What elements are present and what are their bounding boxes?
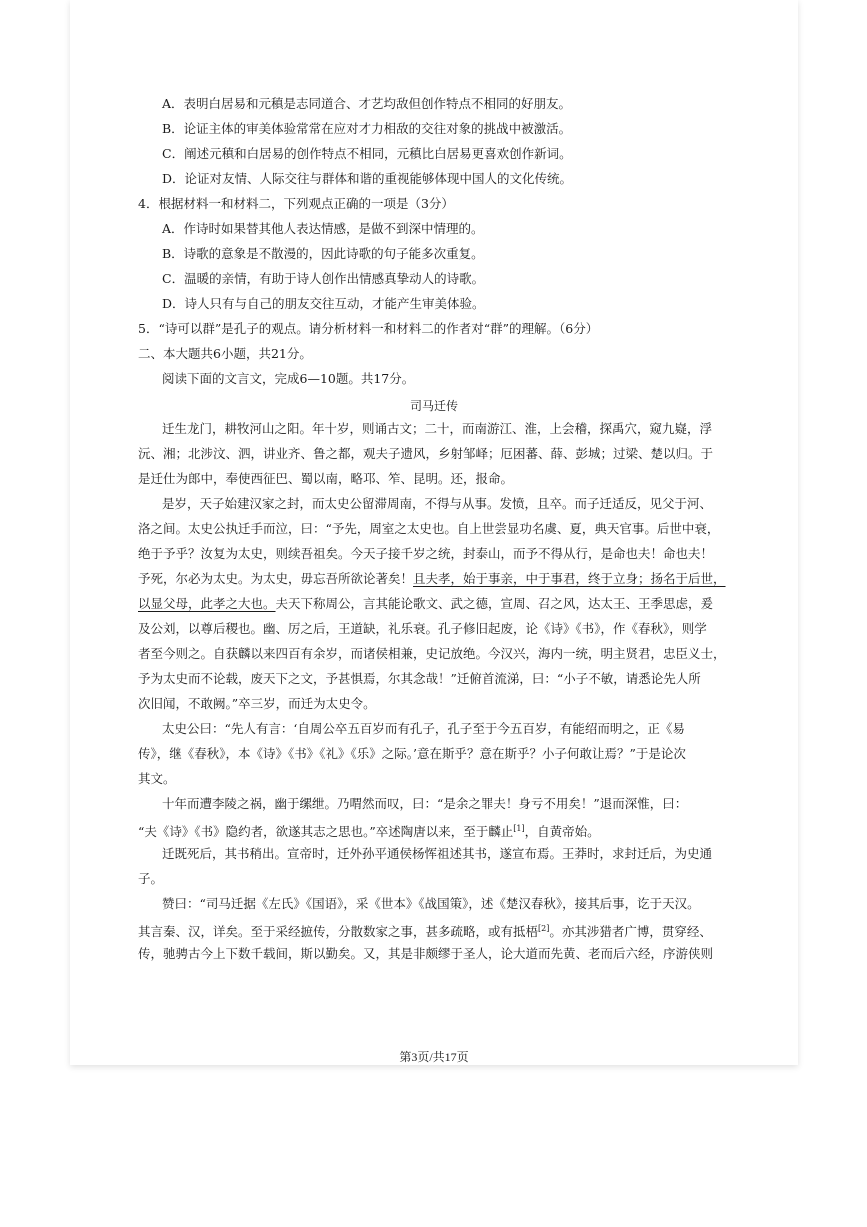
passage-line — [138, 821, 600, 840]
passage-line: 十年而遭李陵之祸，幽于缧绁。乃喟然而叹，曰：“是余之罪夫！身亏不用矣！”退而深惟，曰： — [162, 796, 688, 811]
passage-line — [138, 921, 712, 940]
passage-line: 传，驰骋古今上下数千载间，斯以勤矣。又，其是非颇缪于圣人，论大道而先黄、老而后六经，序游侠则 — [138, 946, 714, 961]
q4-option-b: B．诗歌的意象是不散漫的，因此诗歌的句子能多次重复。 — [162, 246, 484, 261]
passage-title: 司马迁传 — [409, 399, 458, 413]
q3-option-d: D．论证对友情、人际交往与群体和谐的重视能够体现中国人的文化传统。 — [162, 171, 573, 186]
passage-text: 予死，尔必为太史。为太史，毋忘吾所欲论著矣！ — [138, 571, 414, 586]
q4-option-a: A．作诗时如果替其他人表达情感，是做不到深中情理的。 — [162, 221, 484, 236]
q5-stem: 5．“诗可以群”是孔子的观点。请分析材料一和材料二的作者对“群”的理解。（6分） — [138, 321, 599, 336]
passage-line: 及公刘，以尊后稷也。幽、厉之后，王道缺，礼乐衰。孔子修旧起废，论《诗》《书》，作《春秋》，则学 — [138, 621, 707, 636]
q3-option-c: C．阐述元稹和白居易的创作特点不相同，元稹比白居易更喜欢创作新词。 — [162, 146, 572, 161]
passage-line — [138, 571, 726, 587]
passage-line: 子。 — [138, 871, 164, 886]
passage-text: “夫《诗》《书》隐约者，欲遂其志之思也。”卒述陶唐以来，至于麟止 — [138, 824, 514, 840]
passage-text: ，自黄帝始。 — [524, 824, 600, 840]
underlined-sentence: 以显父母，此孝之大也。 — [138, 596, 276, 611]
passage-line: 其文。 — [138, 771, 176, 786]
passage-line: 绝于予乎？汝复为太史，则续吾祖矣。今天子接千岁之统，封泰山，而予不得从行，是命也夫！命也夫！ — [138, 546, 714, 561]
passage-line: 传》，继《春秋》，本《诗》《书》《礼》《乐》之际。’意在斯乎？意在斯乎？小子何敢让焉？”于是论次 — [138, 746, 686, 761]
section2-heading: 二、本大题共6小题，共21分。 — [138, 346, 312, 361]
passage-text: 。亦其涉猎者广博，贯穿经、 — [549, 924, 712, 940]
passage-line: 太史公曰：“先人有言：‘自周公卒五百岁而有孔子，孔子至于今五百岁，有能绍而明之，正《易 — [162, 721, 685, 736]
underlined-sentence: 且夫孝，始于事亲，中于事君，终于立身；扬名于后世， — [413, 571, 726, 586]
q4-stem: 4．根据材料一和材料二，下列观点正确的一项是（3分） — [138, 196, 454, 211]
document-page — [70, 0, 798, 1065]
passage-line: 者至今则之。自获麟以来四百有余岁，而诸侯相兼，史记放绝。今汉兴，海内一统，明主贤君，忠臣义士， — [138, 646, 726, 661]
passage-text: 其言秦、汉，详矣。至于采经摭传，分散数家之事，甚多疏略，或有抵梧 — [138, 924, 539, 940]
passage-line: 赞曰：“司马迁据《左氏》《国语》，采《世本》《战国策》，述《楚汉春秋》，接其后事，讫于天汉。 — [162, 896, 700, 911]
passage-line: 次旧闻，不敢阙。”卒三岁，而迁为太史令。 — [138, 696, 376, 711]
passage-line: 是岁，天子始建汉家之封，而太史公留滞周南，不得与从事。发愤，且卒。而子迁适反，见父于河、 — [162, 496, 713, 511]
footnote-marker: [1] — [513, 824, 525, 833]
passage-line: 迁生龙门，耕牧河山之阳。年十岁，则诵古文；二十，而南游江、淮，上会稽，探禹穴，窥九嶷，浮 — [162, 421, 713, 436]
q3-option-b: B．论证主体的审美体验常常在应对才力相敌的交往对象的挑战中被激活。 — [162, 121, 572, 136]
q4-option-d: D．诗人只有与自己的朋友交往互动，才能产生审美体验。 — [162, 296, 485, 311]
passage-line: 予为太史而不论载，废天下之文，予甚惧焉，尔其念哉！”迁俯首流涕，曰：“小子不敏，请悉论先人所 — [138, 671, 701, 686]
footnote-marker: [2] — [538, 924, 550, 933]
q4-option-c: C．温暖的亲情，有助于诗人创作出情感真挚动人的诗歌。 — [162, 271, 485, 286]
reading-instruction: 阅读下面的文言文，完成6—10题。共17分。 — [162, 371, 415, 386]
passage-line: 沅、湘；北涉汶、泗，讲业齐、鲁之都，观夫子遗风，乡射邹峄；厄困蕃、薛、彭城；过梁、楚以归。于 — [138, 446, 714, 461]
passage-line — [138, 596, 713, 612]
passage-line: 迁既死后，其书稍出。宣帝时，迁外孙平通侯杨恽祖述其书，遂宣布焉。王莽时，求封迁后，为史通 — [162, 846, 713, 861]
passage-line: 洛之间。太史公执迁手而泣，曰：“予先，周室之太史也。自上世尝显功名虞、夏，典天官事。后世中衰， — [138, 521, 720, 536]
passage-text: 夫天下称周公，言其能论歌文、武之德，宣周、召之风，达太王、王季思虑，爰 — [275, 596, 714, 611]
passage-line: 是迁仕为郎中，奉使西征巴、蜀以南，略邛、笮、昆明。还，报命。 — [138, 471, 514, 486]
q3-option-a: A．表明白居易和元稹是志同道合、才艺均敌但创作特点不相同的好朋友。 — [162, 96, 572, 111]
page-footer: 第3页/共17页 — [399, 1050, 469, 1064]
